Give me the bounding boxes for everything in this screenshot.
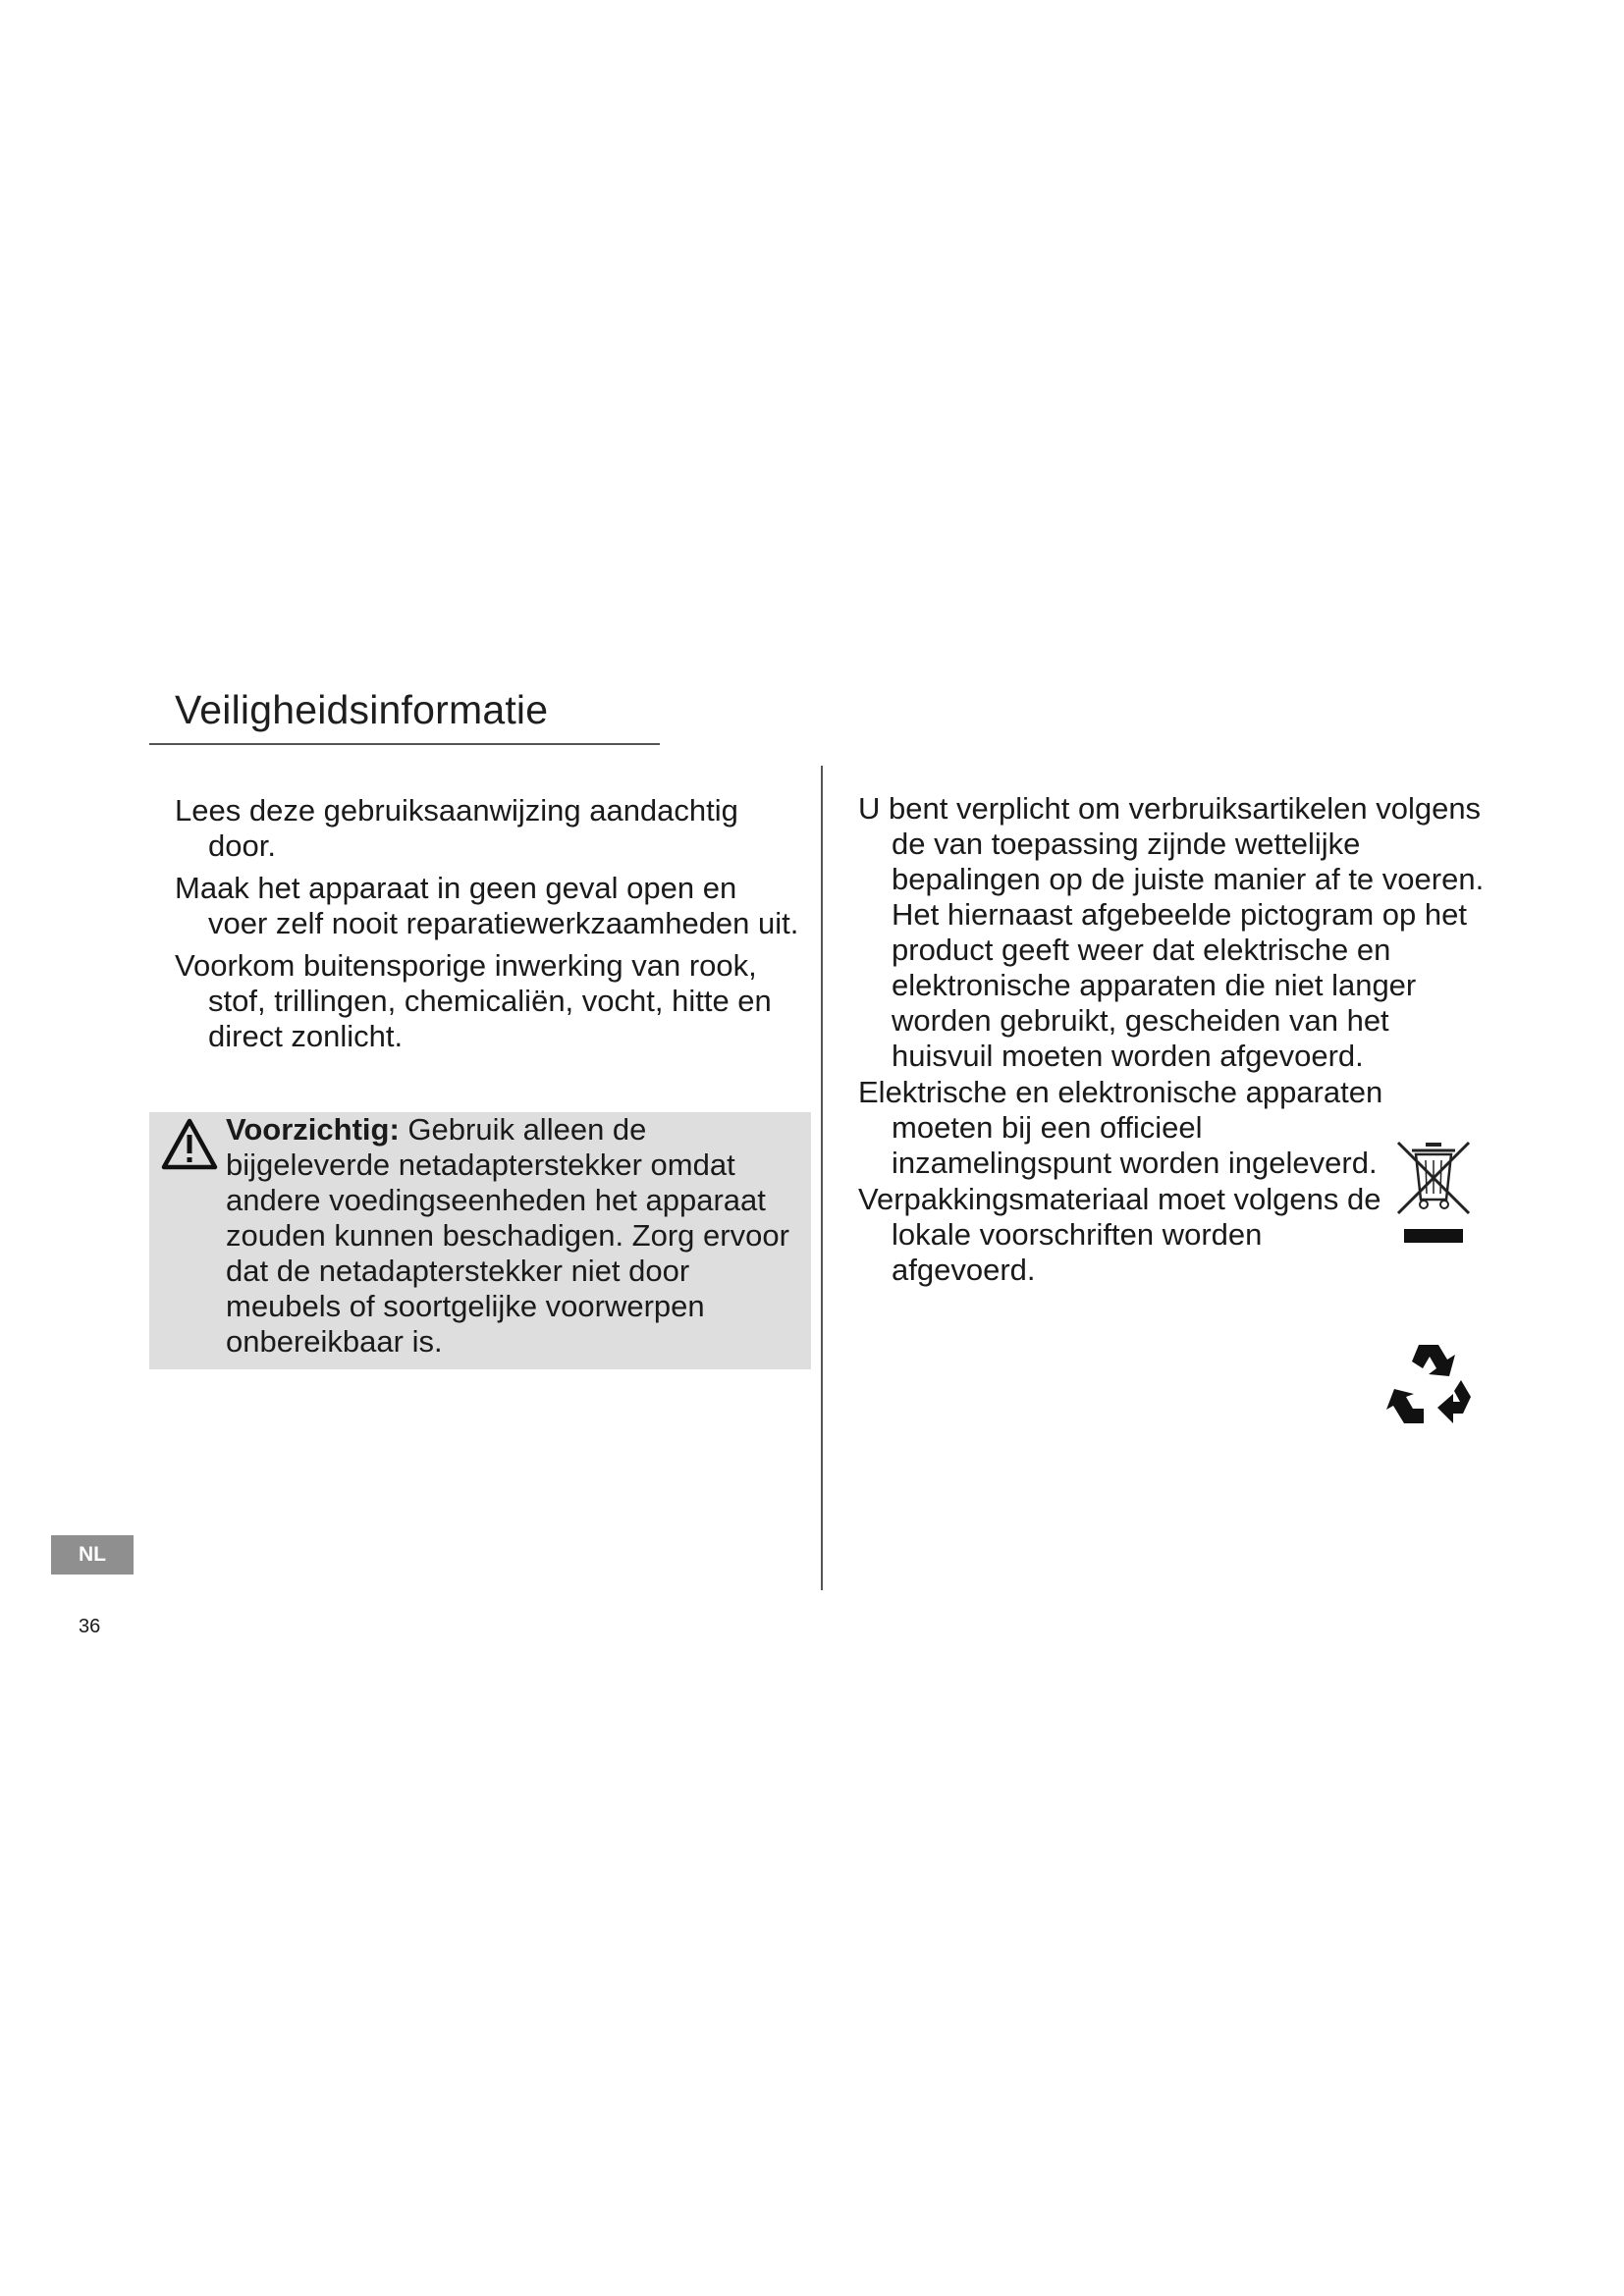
paragraph-disposal-obligation: U bent verplicht om verbruiksartikelen volgens de van toepassing zijnde wettelijke bepalingen op de juiste manier af te voeren. Het hiernaast afgebeelde pictogram op het product geeft weer dat elektrische en elektronische apparaten die niet langer worden gebruikt, gescheiden van het huisvuil moeten worden afgevoerd. bbox=[858, 791, 1485, 1073]
warning-triangle-icon bbox=[161, 1118, 218, 1171]
paragraph-read-instructions: Lees deze gebruiksaanwijzing aandachtig door. bbox=[175, 793, 738, 863]
caution-text bbox=[226, 1112, 805, 1360]
caution-label: Voorzichtig: bbox=[226, 1112, 400, 1147]
crossed-out-wheelie-bin-icon bbox=[1396, 1139, 1471, 1249]
left-column bbox=[175, 793, 803, 1061]
paragraph-packaging: Verpakkingsmateriaal moet volgens de lokale voorschriften worden afgevoerd. bbox=[858, 1182, 1381, 1287]
column-divider bbox=[821, 766, 823, 1590]
language-badge: NL bbox=[51, 1535, 134, 1575]
paragraph-collection-point: Elektrische en elektronische apparaten moeten bij een officieel inzamelingspunt worden ingeleverd. bbox=[858, 1075, 1383, 1180]
paragraph-avoid-exposure: Voorkom buitensporige inwerking van rook, stof, trillingen, chemicaliën, vocht, hitte en direct zonlicht. bbox=[175, 948, 772, 1053]
right-column bbox=[858, 791, 1487, 1289]
recycling-arrows-icon bbox=[1384, 1335, 1479, 1429]
caution-body: Gebruik alleen de bijgeleverde netadapterstekker omdat andere voedingseenheden het apparaat zouden kunnen beschadigen. Zorg ervoor dat de netadapterstekker niet door meubels of soortgelijke voorwerpen onbereikbaar is. bbox=[226, 1112, 789, 1359]
caution-box bbox=[149, 1112, 811, 1369]
title-underline bbox=[149, 743, 660, 745]
page-number: 36 bbox=[79, 1616, 101, 1637]
paragraph-do-not-open: Maak het apparaat in geen geval open en voer zelf nooit reparatiewerkzaamheden uit. bbox=[175, 871, 799, 940]
page-title: Veiligheidsinformatie bbox=[175, 687, 549, 732]
